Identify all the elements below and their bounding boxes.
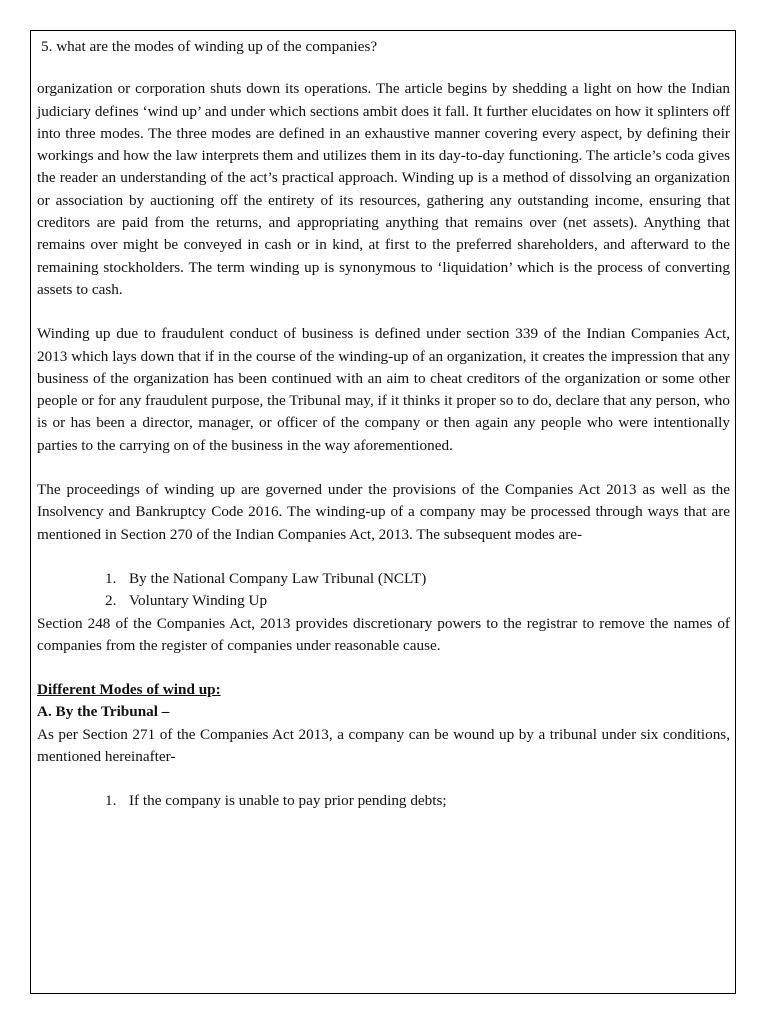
list-item — [37, 590, 730, 612]
modes-list — [37, 568, 730, 613]
list-item — [37, 790, 730, 812]
list-item-text: By the National Company Law Tribunal (NCLT) — [129, 569, 427, 587]
list-number: 1. — [105, 569, 117, 587]
list-number: 1. — [105, 792, 117, 810]
paragraph-intro: organization or corporation shuts down its operations. The article begins by shedding a light on how the Indian judiciary defines ‘wind up’ and under which sections ambit does it fall. It further elucidates on how it splinters off into three modes. The three modes are defined in an exhaustive manner covering every aspect, by defining their workings and how the law interprets them and utilizes them in its day-to-day functioning. The article’s coda gives the reader an understanding of the act’s practical approach. Winding up is a method of dissolving an organization or association by auctioning off the entirety of its resources, gathering any outstanding income, ensuring that creditors are paid from the returns, and appropriating anything that remains over (net assets). Anything that remains over might be conveyed in cash or in kind, at first to the preferred shareholders, and afterward to the remaining stockholders. The term winding up is synonymous to ‘liquidation’ which is the process of converting assets to cash. — [37, 80, 730, 298]
question-heading: 5. what are the modes of winding up of the companies? — [41, 38, 378, 55]
list-item-text: Voluntary Winding Up — [129, 592, 268, 610]
list-item-text: If the company is unable to pay prior pending debts; — [129, 792, 447, 810]
conditions-list — [37, 790, 730, 812]
document-body — [37, 36, 730, 813]
list-item — [37, 568, 730, 590]
paragraph-fraudulent-conduct: Winding up due to fraudulent conduct of business is defined under section 339 of the Indian Companies Act, 2013 which lays down that if in the course of the winding-up of an organization, it creates the impression that any business of the organization has been continued with an aim to cheat creditors of the organization or some other people or for any fraudulent purpose, the Tribunal may, if it thinks it proper so to do, declare that any person, who is or has been a director, manager, or officer of the company or then again any people who were intentionally parties to the carrying on of the business in the way aforementioned. — [37, 325, 730, 454]
paragraph-section-271: As per Section 271 of the Companies Act 2013, a company can be wound up by a tribunal under six conditions, mentioned hereinafter- — [37, 725, 730, 766]
list-number: 2. — [105, 592, 117, 610]
paragraph-proceedings: The proceedings of winding up are governed under the provisions of the Companies Act 2013 as well as the Insolvency and Bankruptcy Code 2016. The winding-up of a company may be processed through ways that are mentioned in Section 270 of the Indian Companies Act, 2013. The subsequent modes are- — [37, 481, 730, 543]
subsection-heading-tribunal: A. By the Tribunal – — [37, 703, 170, 721]
section-heading-modes: Different Modes of wind up: — [37, 681, 221, 699]
paragraph-section-248: Section 248 of the Companies Act, 2013 provides discretionary powers to the registrar to remove the names of companies from the register of companies under reasonable cause. — [37, 614, 730, 654]
